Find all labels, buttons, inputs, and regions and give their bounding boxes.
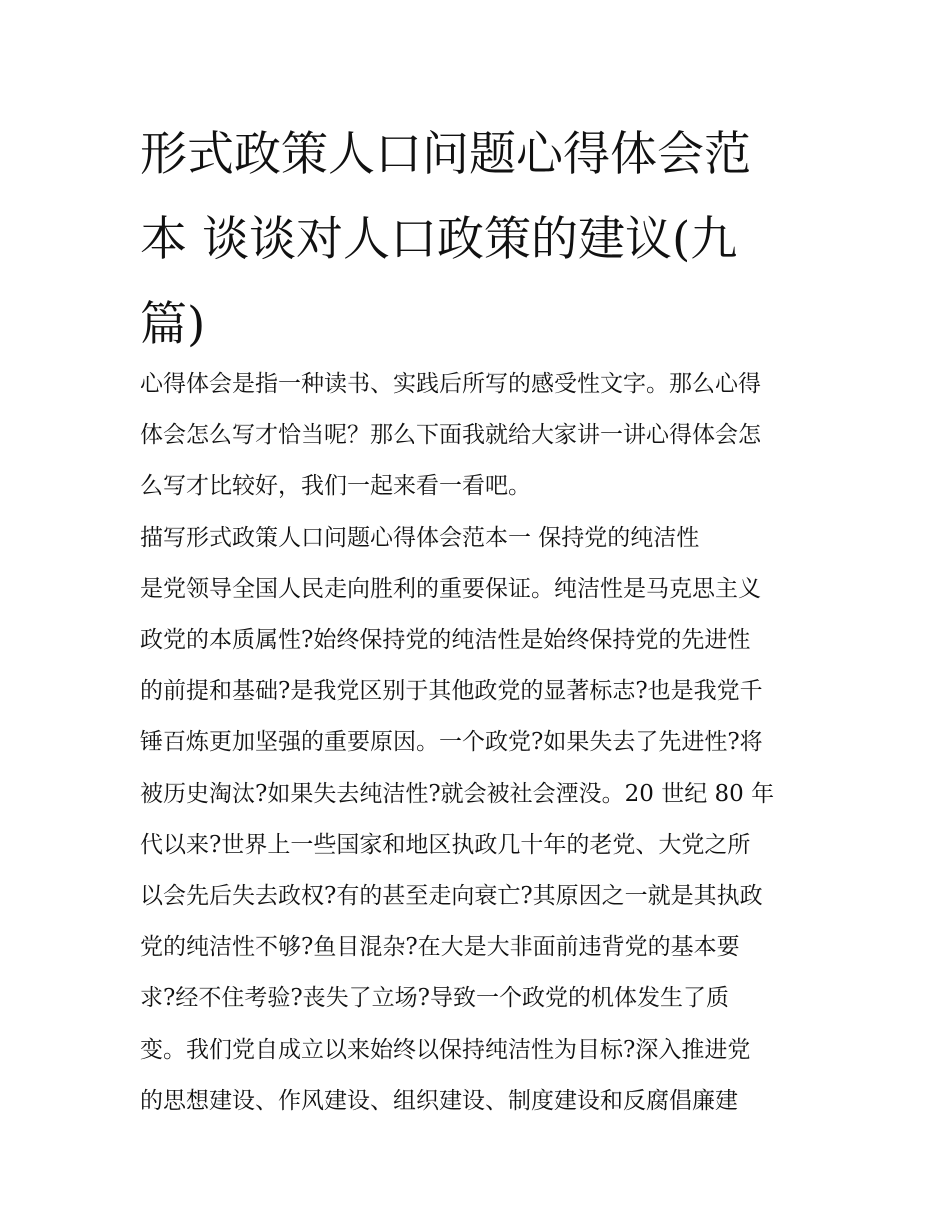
body-line: 政党的本质属性?始终保持党的纯洁性是始终保持党的先进性 (140, 627, 751, 654)
body-line: 变。我们党自成立以来始终以保持纯洁性为目标?深入推进党 (140, 1036, 751, 1063)
title-line: 篇) (140, 297, 206, 352)
body-line: 体会怎么写才恰当呢？那么下面我就给大家讲一讲心得体会怎 (140, 422, 761, 449)
body-line: 么写才比较好，我们一起来看一看吧。 (140, 473, 531, 500)
section-heading-line: 描写形式政策人口问题心得体会范本一 保持党的纯洁性 (140, 524, 700, 551)
document-title (140, 112, 820, 367)
body-line: 心得体会是指一种读书、实践后所写的感受性文字。那么心得 (140, 371, 761, 397)
body-line: 被历史淘汰?如果失去纯洁性?就会被社会湮没。20 世纪 80 年 (140, 780, 775, 807)
body-line: 求?经不住考验?丧失了立场?导致一个政党的机体发生了质 (140, 985, 729, 1012)
title-line: 本 谈谈对人口政策的建议(九 (140, 212, 738, 267)
body-line: 是党领导全国人民走向胜利的重要保证。纯洁性是马克思主义 (140, 575, 761, 602)
body-line: 的前提和基础?是我党区别于其他政党的显著标志?也是我党千 (140, 678, 763, 705)
body-line: 的思想建设、作风建设、组织建设、制度建设和反腐倡廉建 (140, 1087, 738, 1114)
body-line: 代以来?世界上一些国家和地区执政几十年的老党、大党之所 (140, 831, 751, 858)
document-body (140, 359, 830, 1127)
body-line: 以会先后失去政权?有的甚至走向衰亡?其原因之一就是其执政 (140, 883, 763, 910)
body-line: 锤百炼更加坚强的重要原因。一个政党?如果失去了先进性?将 (140, 729, 763, 756)
body-line: 党的纯洁性不够?鱼目混杂?在大是大非面前违背党的基本要 (140, 934, 740, 961)
title-line: 形式政策人口问题心得体会范 (140, 127, 751, 182)
